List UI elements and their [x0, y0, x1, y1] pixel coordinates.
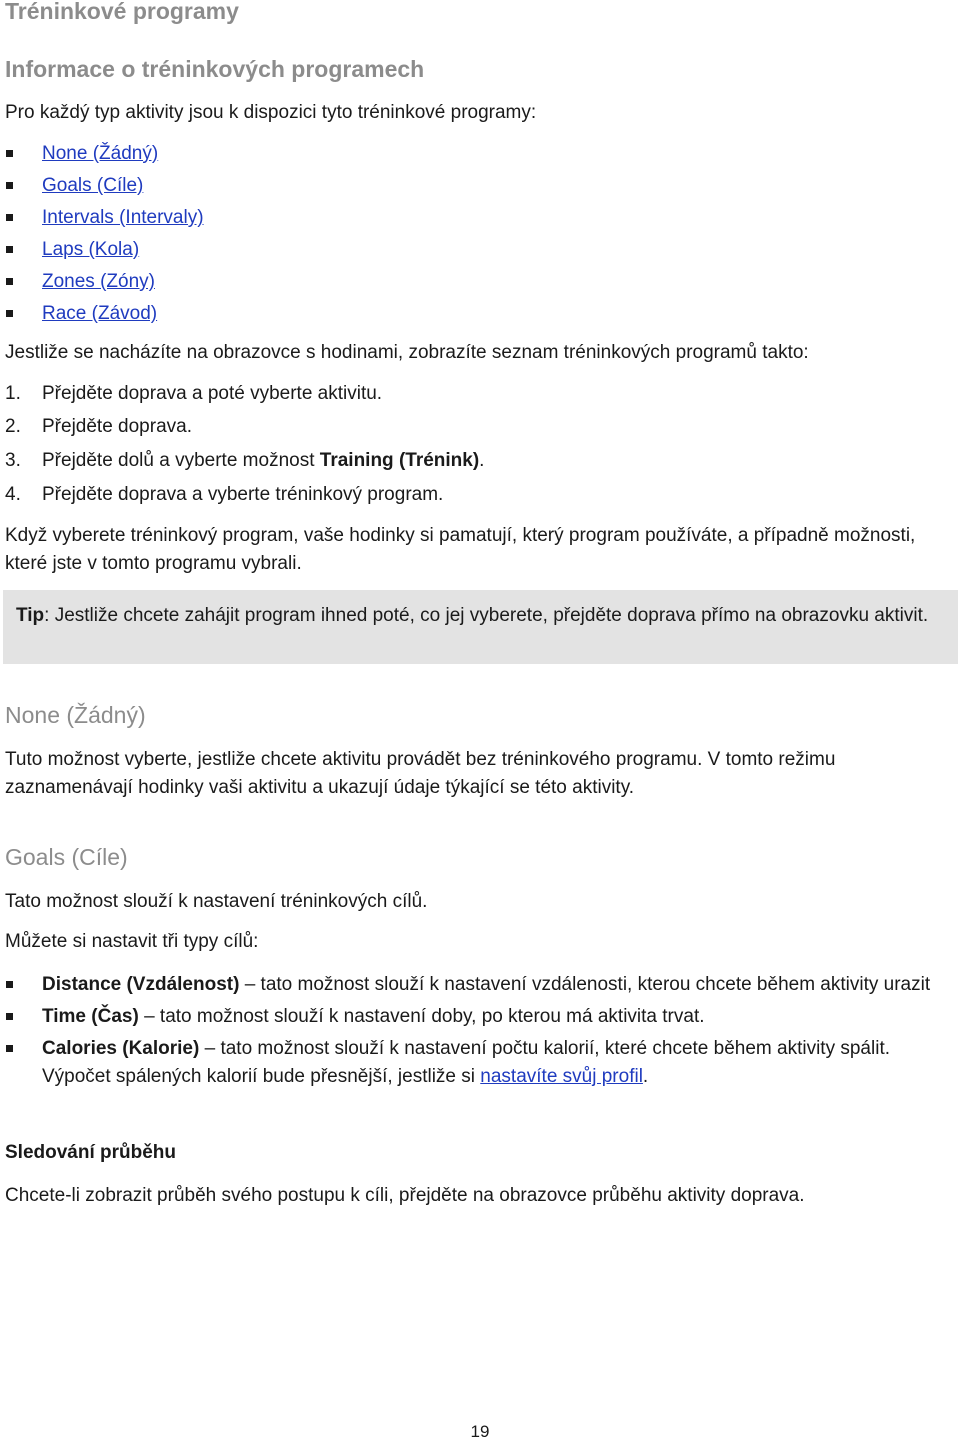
bullet-icon — [6, 1045, 13, 1052]
page-number: 19 — [470, 1422, 490, 1441]
bullet-icon — [6, 1013, 13, 1020]
bullet-icon — [6, 981, 13, 988]
page-title: Tréninkové programy — [5, 0, 239, 24]
list-item: Distance (Vzdálenost) – tato možnost slouží k nastavení vzdálenosti, kterou chcete během aktivity urazit — [5, 971, 955, 999]
list-item — [5, 271, 204, 303]
list-item — [5, 239, 204, 271]
progress-text: Chcete-li zobrazit průběh svého postupu k cíli, přejděte na obrazovce průběhu aktivity doprava. — [5, 1185, 805, 1206]
program-link-zones[interactable]: Zones (Zóny) — [42, 271, 155, 292]
section-heading-progress: Sledování průběhu — [5, 1142, 177, 1163]
bullet-icon — [6, 246, 13, 253]
list-item: Time (Čas) – tato možnost slouží k nastavení doby, po kterou má aktivita trvat. — [5, 1003, 955, 1031]
set-profile-link[interactable]: nastavíte svůj profil — [480, 1066, 643, 1087]
tip-box — [3, 590, 958, 664]
tip-text: Tip: Jestliže chcete zahájit program ihned poté, co jej vyberete, přejděte doprava přímo na obrazovku aktivit. — [16, 605, 929, 626]
step-item: 2. Přejděte doprava. — [5, 416, 192, 437]
step-item: 4. Přejděte doprava a vyberte tréninkový program. — [5, 484, 444, 505]
step-item: 3. Přejděte dolů a vyberte možnost Training (Trénink). — [5, 450, 485, 471]
program-list — [5, 143, 204, 335]
list-item — [5, 143, 204, 175]
section-heading-none: None (Žádný) — [5, 702, 146, 728]
program-link-race[interactable]: Race (Závod) — [42, 303, 158, 324]
list-item — [5, 207, 204, 239]
program-link-intervals[interactable]: Intervals (Intervaly) — [42, 207, 204, 228]
none-section-text: Tuto možnost vyberte, jestliže chcete aktivitu provádět bez tréninkového programu. V tomto režimu zaznamenávají hodinky vaši aktivitu a ukazují údaje týkající se této aktivity. — [5, 749, 836, 798]
intro-text: Pro každý typ aktivity jsou k dispozici tyto tréninkové programy: — [5, 102, 537, 123]
section-heading-goals: Goals (Cíle) — [5, 844, 128, 870]
goals-text-1: Tato možnost slouží k nastavení tréninkových cílů. — [5, 891, 428, 912]
clock-intro-text: Jestliže se nacházíte na obrazovce s hodinami, zobrazíte seznam tréninkových programů takto: — [5, 342, 809, 363]
program-link-goals[interactable]: Goals (Cíle) — [42, 175, 144, 196]
bullet-icon — [6, 214, 13, 221]
list-item — [5, 175, 204, 207]
bullet-icon — [6, 182, 13, 189]
section-heading-info: Informace o tréninkových programech — [5, 56, 425, 82]
list-item: Calories (Kalorie) – tato možnost slouží k nastavení počtu kalorií, které chcete během aktivity spálit. Výpočet spálených kalorií bude přesnější, jestliže si nastavíte svůj profil. — [5, 1035, 955, 1091]
list-item — [5, 303, 204, 335]
goal-types-list — [5, 971, 955, 1091]
bullet-icon — [6, 278, 13, 285]
program-link-none[interactable]: None (Žádný) — [42, 143, 159, 164]
bullet-icon — [6, 150, 13, 157]
goals-text-2: Můžete si nastavit tři typy cílů: — [5, 931, 259, 952]
program-link-laps[interactable]: Laps (Kola) — [42, 239, 140, 260]
remember-text: Když vyberete tréninkový program, vaše hodinky si pamatují, který program používáte, a případně možnosti, které jste v tomto programu vybrali. — [5, 525, 916, 574]
bullet-icon — [6, 310, 13, 317]
step-item: 1. Přejděte doprava a poté vyberte aktivitu. — [5, 383, 383, 404]
